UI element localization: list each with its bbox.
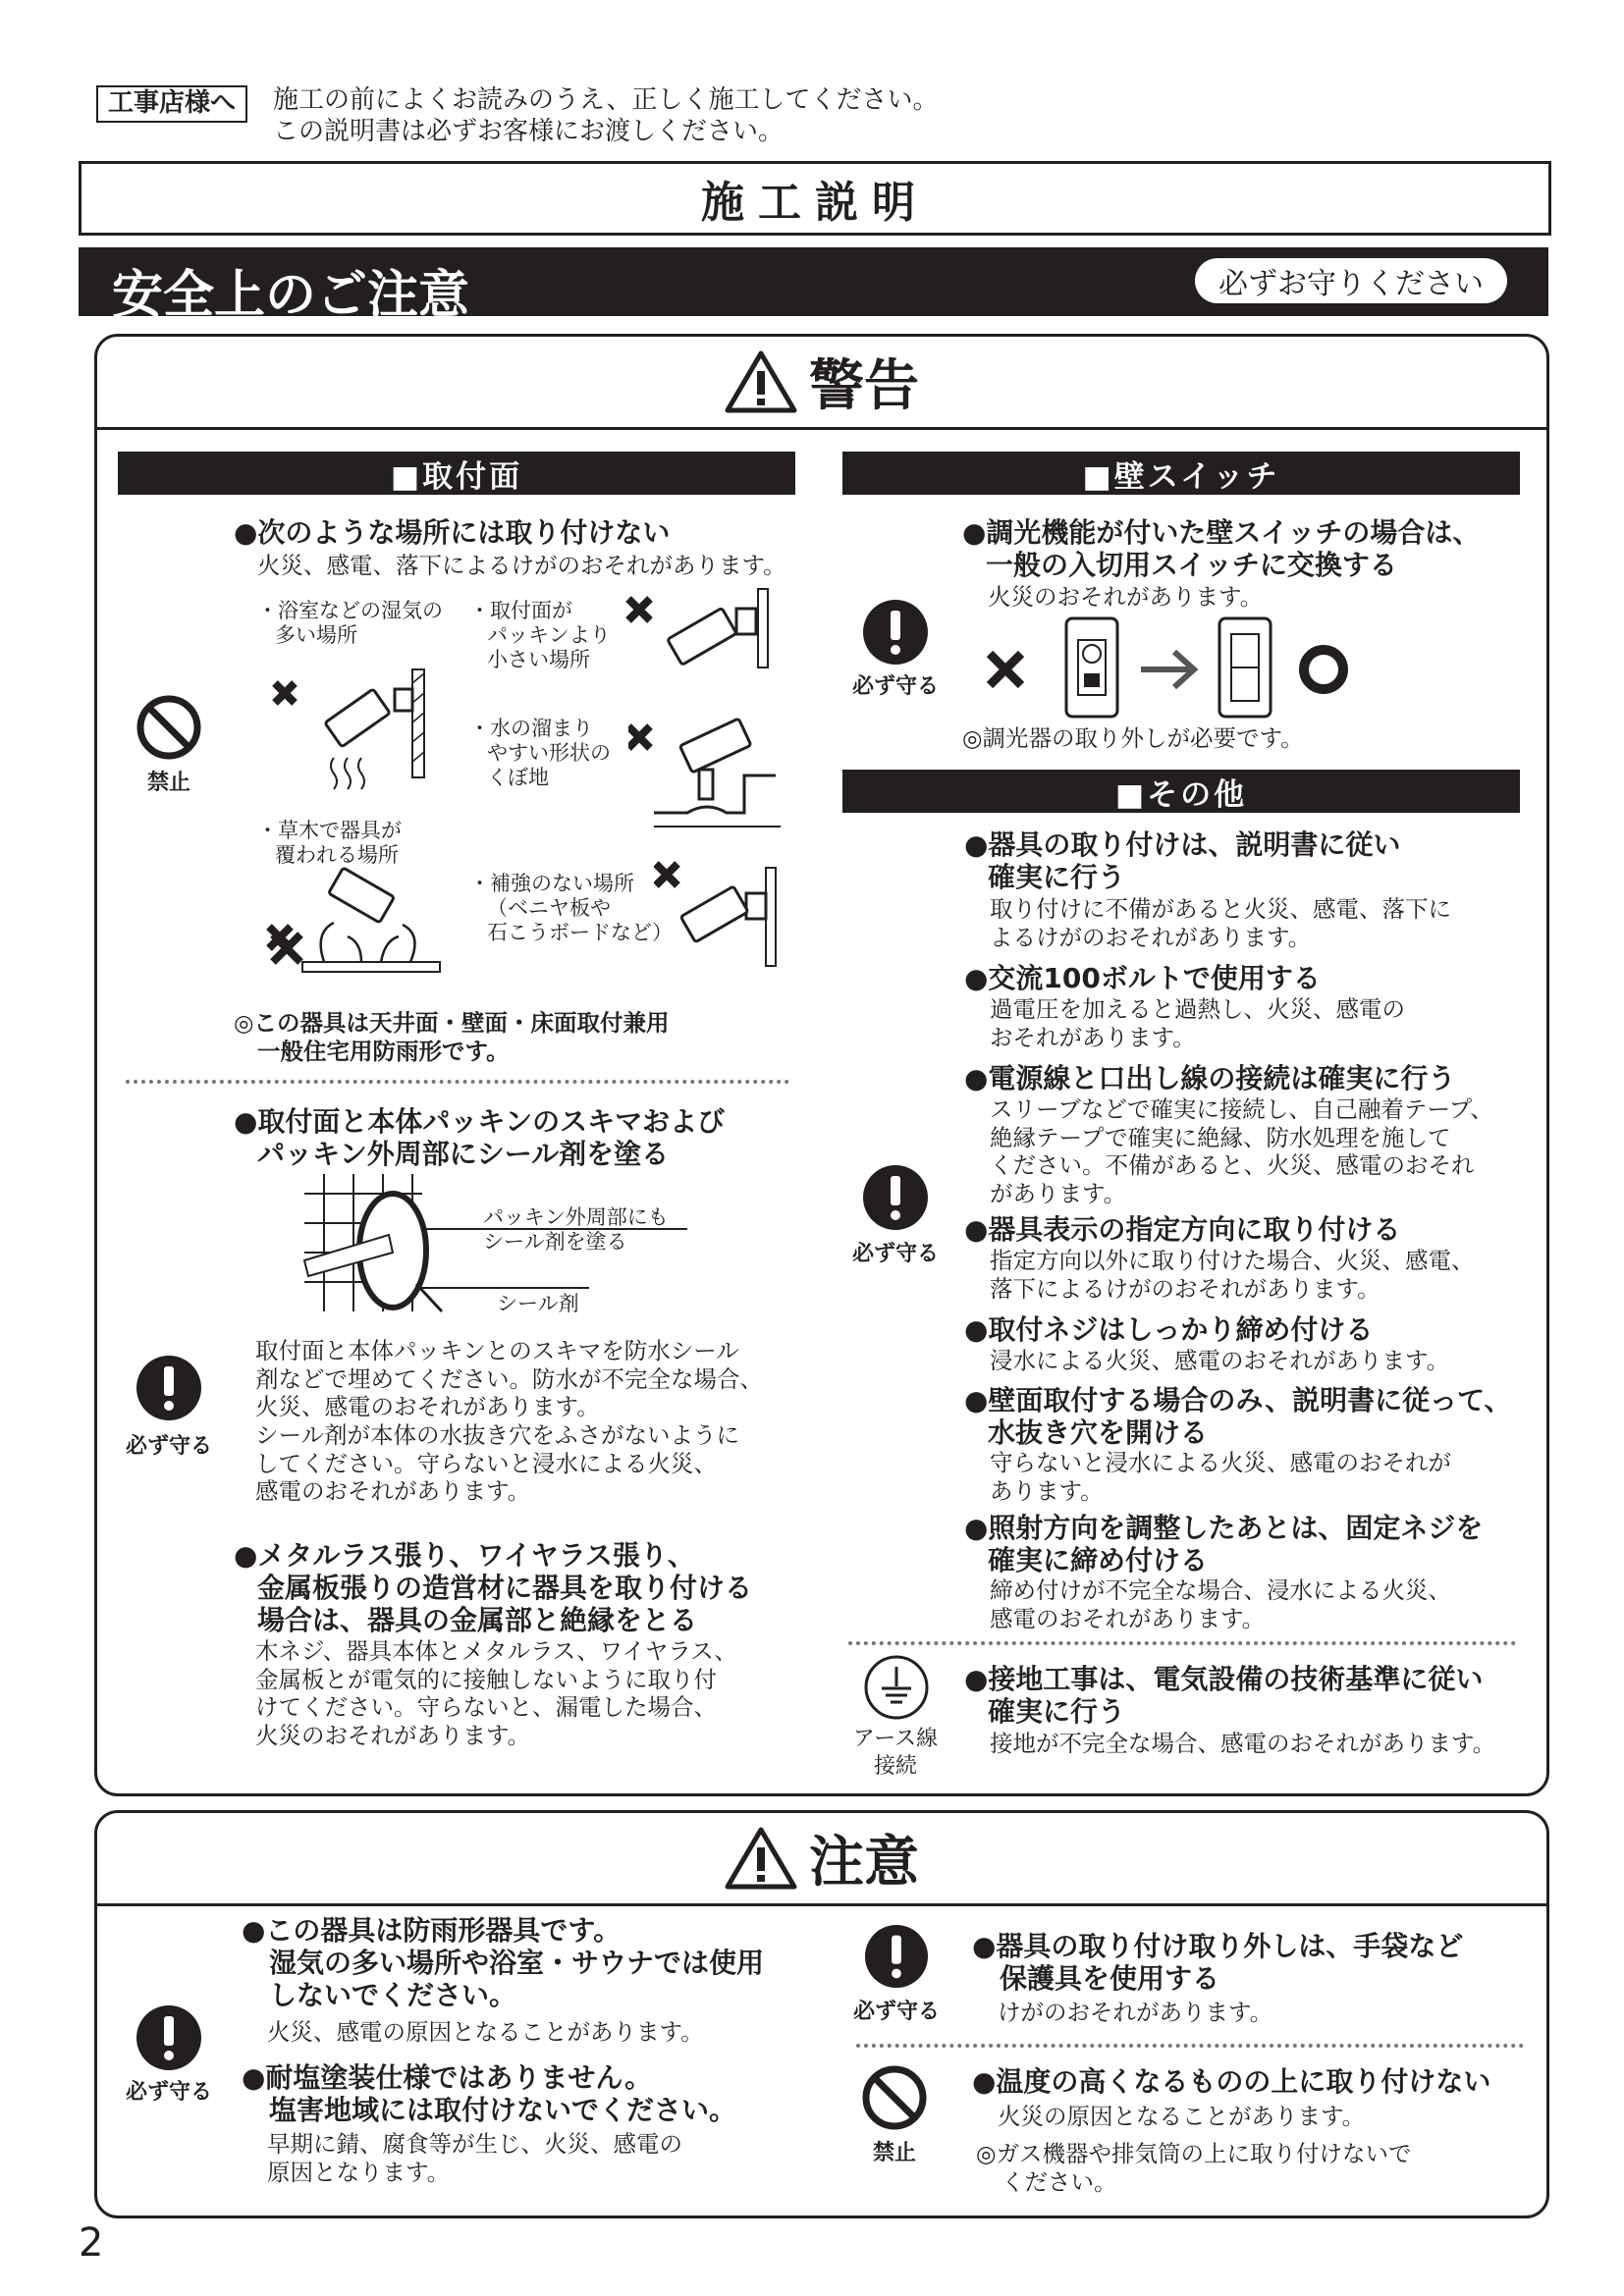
safety-title: 安全上のご注意 (112, 266, 470, 325)
prohibition-label: 禁止 (146, 771, 190, 795)
direction-heading: ●器具表示の指定方向に取り付ける (964, 1213, 1401, 1246)
prohibition-icon (860, 2063, 929, 2132)
sealant-label: シール剤 (497, 1292, 579, 1315)
bathroom-fixture-illustration (265, 664, 437, 791)
wire-connection-body: スリーブなどで確実に接続し、自己融着テープ、 絶縁テープで確実に絶縁、防水処理を施して ください。不備があると、火災、感電のおそれ があります。 (990, 1095, 1493, 1207)
plywood-fixture-illustration (654, 854, 782, 982)
installer-note (273, 84, 939, 147)
grounding-body: 接地が不完全な場合、感電のおそれがあります。 (990, 1730, 1496, 1757)
earth-label: アース線 接続 (852, 1727, 939, 1779)
warning-header (97, 337, 1546, 430)
prohibition-label: 禁止 (872, 2141, 916, 2165)
must-follow-icon (864, 1924, 929, 1989)
must-follow-icon (862, 599, 929, 666)
sealant-outer-label: パッキン外周部にも シール剤を塗る (483, 1205, 669, 1255)
caution-header (97, 1813, 1546, 1906)
mounting-surface-bar: ■取付面 (118, 452, 795, 495)
must-follow-icon (862, 1164, 929, 1231)
must-follow-label: 必ず守る (125, 2080, 212, 2105)
installer-note-label: 工事店様へ (96, 85, 247, 123)
dimmer-switch-body: 火災のおそれがあります。 (988, 583, 1264, 611)
hot-objects-heading: ●温度の高くなるものの上に取り付けない (972, 2065, 1491, 2098)
divider (856, 2044, 1524, 2048)
must-follow-icon (135, 2004, 202, 2071)
safety-header (79, 247, 1548, 325)
caution-title: 注意 (809, 1831, 919, 1895)
screw-tighten-body: 浸水による火災、感電のおそれがあります。 (990, 1347, 1450, 1374)
must-follow-badge: 必ずお守りください (1195, 258, 1507, 303)
must-follow-label: 必ず守る (851, 674, 939, 699)
hollow-ground-fixture-illustration (628, 707, 785, 830)
must-follow-label: 必ず守る (852, 2000, 940, 2024)
must-follow-icon (135, 1355, 202, 1421)
example-water-pooling: ・水の溜まり やすい形状の くぼ地 (469, 717, 611, 790)
fixing-screw-heading: ●照射方向を調整したあとは、固定ネジを 確実に締め付ける (964, 1512, 1484, 1577)
dimmer-removal-note: ◎調光器の取り外しが必要です。 (962, 724, 1304, 752)
follow-manual-body: 取り付けに不備があると火災、感電、落下に よるけがのおそれがあります。 (990, 895, 1451, 951)
small-surface-fixture-illustration (621, 585, 778, 673)
warning-triangle-icon (725, 1826, 797, 1891)
hot-objects-body: 火災の原因となることがあります。 (998, 2103, 1366, 2130)
example-no-reinforcement: ・補強のない場所 （ベニヤ板や 石こうボードなど） (469, 872, 673, 945)
gas-appliance-note: ◎ガス機器や排気筒の上に取り付けないで ください。 (976, 2140, 1412, 2196)
screw-tighten-heading: ●取付ネジはしっかり締め付ける (964, 1313, 1374, 1346)
no-install-places-heading: ●次のような場所には取り付けない (234, 516, 671, 549)
sealant-heading: ●取付面と本体パッキンのスキマおよび パッキン外周部にシール剤を塗る (234, 1105, 726, 1171)
sealant-body: 取付面と本体パッキンとのスキマを防水シール 剤などで埋めてください。防水が不完全な場合、 火災、感電のおそれがあります。 シール剤が本体の水抜き穴をふさがないように してください。守らないと浸水による火災、 感電のおそれがあります。 (255, 1337, 763, 1506)
cross-mark-icon (267, 929, 306, 968)
must-follow-label: 必ず守る (125, 1434, 212, 1459)
prohibition-icon (135, 693, 203, 762)
drain-hole-body: 守らないと浸水による火災、感電のおそれが あります。 (990, 1449, 1451, 1505)
rainproof-body: 火災、感電の原因となることがあります。 (267, 2018, 704, 2046)
salt-damage-body: 早期に錆、腐食等が生じ、火災、感電の 原因となります。 (267, 2130, 682, 2186)
must-follow-label: 必ず守る (851, 1242, 939, 1266)
rainproof-heading: ●この器具は防雨形器具です。 湿気の多い場所や浴室・サウナでは使用 しないでください。 (242, 1914, 765, 2012)
salt-damage-heading: ●耐塩塗装仕様ではありません。 塩害地域には取付けないでください。 (242, 2061, 737, 2127)
installer-note-line1: 施工の前によくお読みのうえ、正しく施工してください。 (273, 85, 939, 115)
divider (848, 1641, 1516, 1645)
other-bar: ■その他 (842, 770, 1520, 813)
fixing-screw-body: 締め付けが不完全な場合、浸水による火災、 感電のおそれがあります。 (990, 1576, 1451, 1632)
earth-ground-icon (864, 1655, 929, 1720)
warning-title: 警告 (809, 354, 919, 418)
metal-lath-heading: ●メタルラス張り、ワイヤラス張り、 金属板張りの造営材に器具を取り付ける 場合は、器具の金属部と絶縁をとる (234, 1539, 753, 1637)
example-bathroom: ・浴室などの湿気の 多い場所 (257, 599, 443, 648)
page-number: 2 (79, 2220, 104, 2266)
mounting-note: ◎この器具は天井面・壁面・床面取付兼用 一般住宅用防雨形です。 (234, 1009, 670, 1065)
installer-note-line2: この説明書は必ずお客様にお渡しください。 (273, 117, 785, 147)
drain-hole-heading: ●壁面取付する場合のみ、説明書に従って、 水抜き穴を開ける (964, 1384, 1512, 1450)
switch-replacement-illustration (982, 614, 1355, 722)
document-title: 施工説明 (79, 161, 1551, 236)
warning-triangle-icon (725, 349, 797, 414)
no-install-places-body: 火災、感電、落下によるけがのおそれがあります。 (257, 552, 786, 579)
example-small-surface: ・取付面が パッキンより 小さい場所 (469, 599, 611, 672)
wall-switch-bar: ■壁スイッチ (842, 452, 1520, 495)
example-plants: ・草木で器具が 覆われる場所 (257, 819, 402, 868)
divider (126, 1080, 789, 1084)
metal-lath-body: 木ネジ、器具本体とメタルラス、ワイヤラス、 金属板とが電気的に接触しないように取り付 けてください。守らないと、漏電した場合、 火災のおそれがあります。 (255, 1637, 737, 1749)
direction-body: 指定方向以外に取り付けた場合、火災、感電、 落下によるけがのおそれがあります。 (990, 1247, 1475, 1303)
wire-connection-heading: ●電源線と口出し線の接続は確実に行う (964, 1062, 1456, 1095)
grounding-heading: ●接地工事は、電気設備の技術基準に従い 確実に行う (964, 1663, 1484, 1729)
ac-100v-body: 過電圧を加えると過熱し、火災、感電の おそれがあります。 (990, 995, 1405, 1051)
gloves-heading: ●器具の取り付け取り外しは、手袋など 保護具を使用する (972, 1930, 1464, 1996)
ac-100v-heading: ●交流100ボルトで使用する (964, 962, 1321, 994)
dimmer-switch-heading: ●調光機能が付いた壁スイッチの場合は、 一般の入切用スイッチに交換する (962, 516, 1481, 582)
follow-manual-heading: ●器具の取り付けは、説明書に従い 確実に行う (964, 828, 1401, 894)
gloves-body: けがのおそれがあります。 (998, 1999, 1273, 2026)
